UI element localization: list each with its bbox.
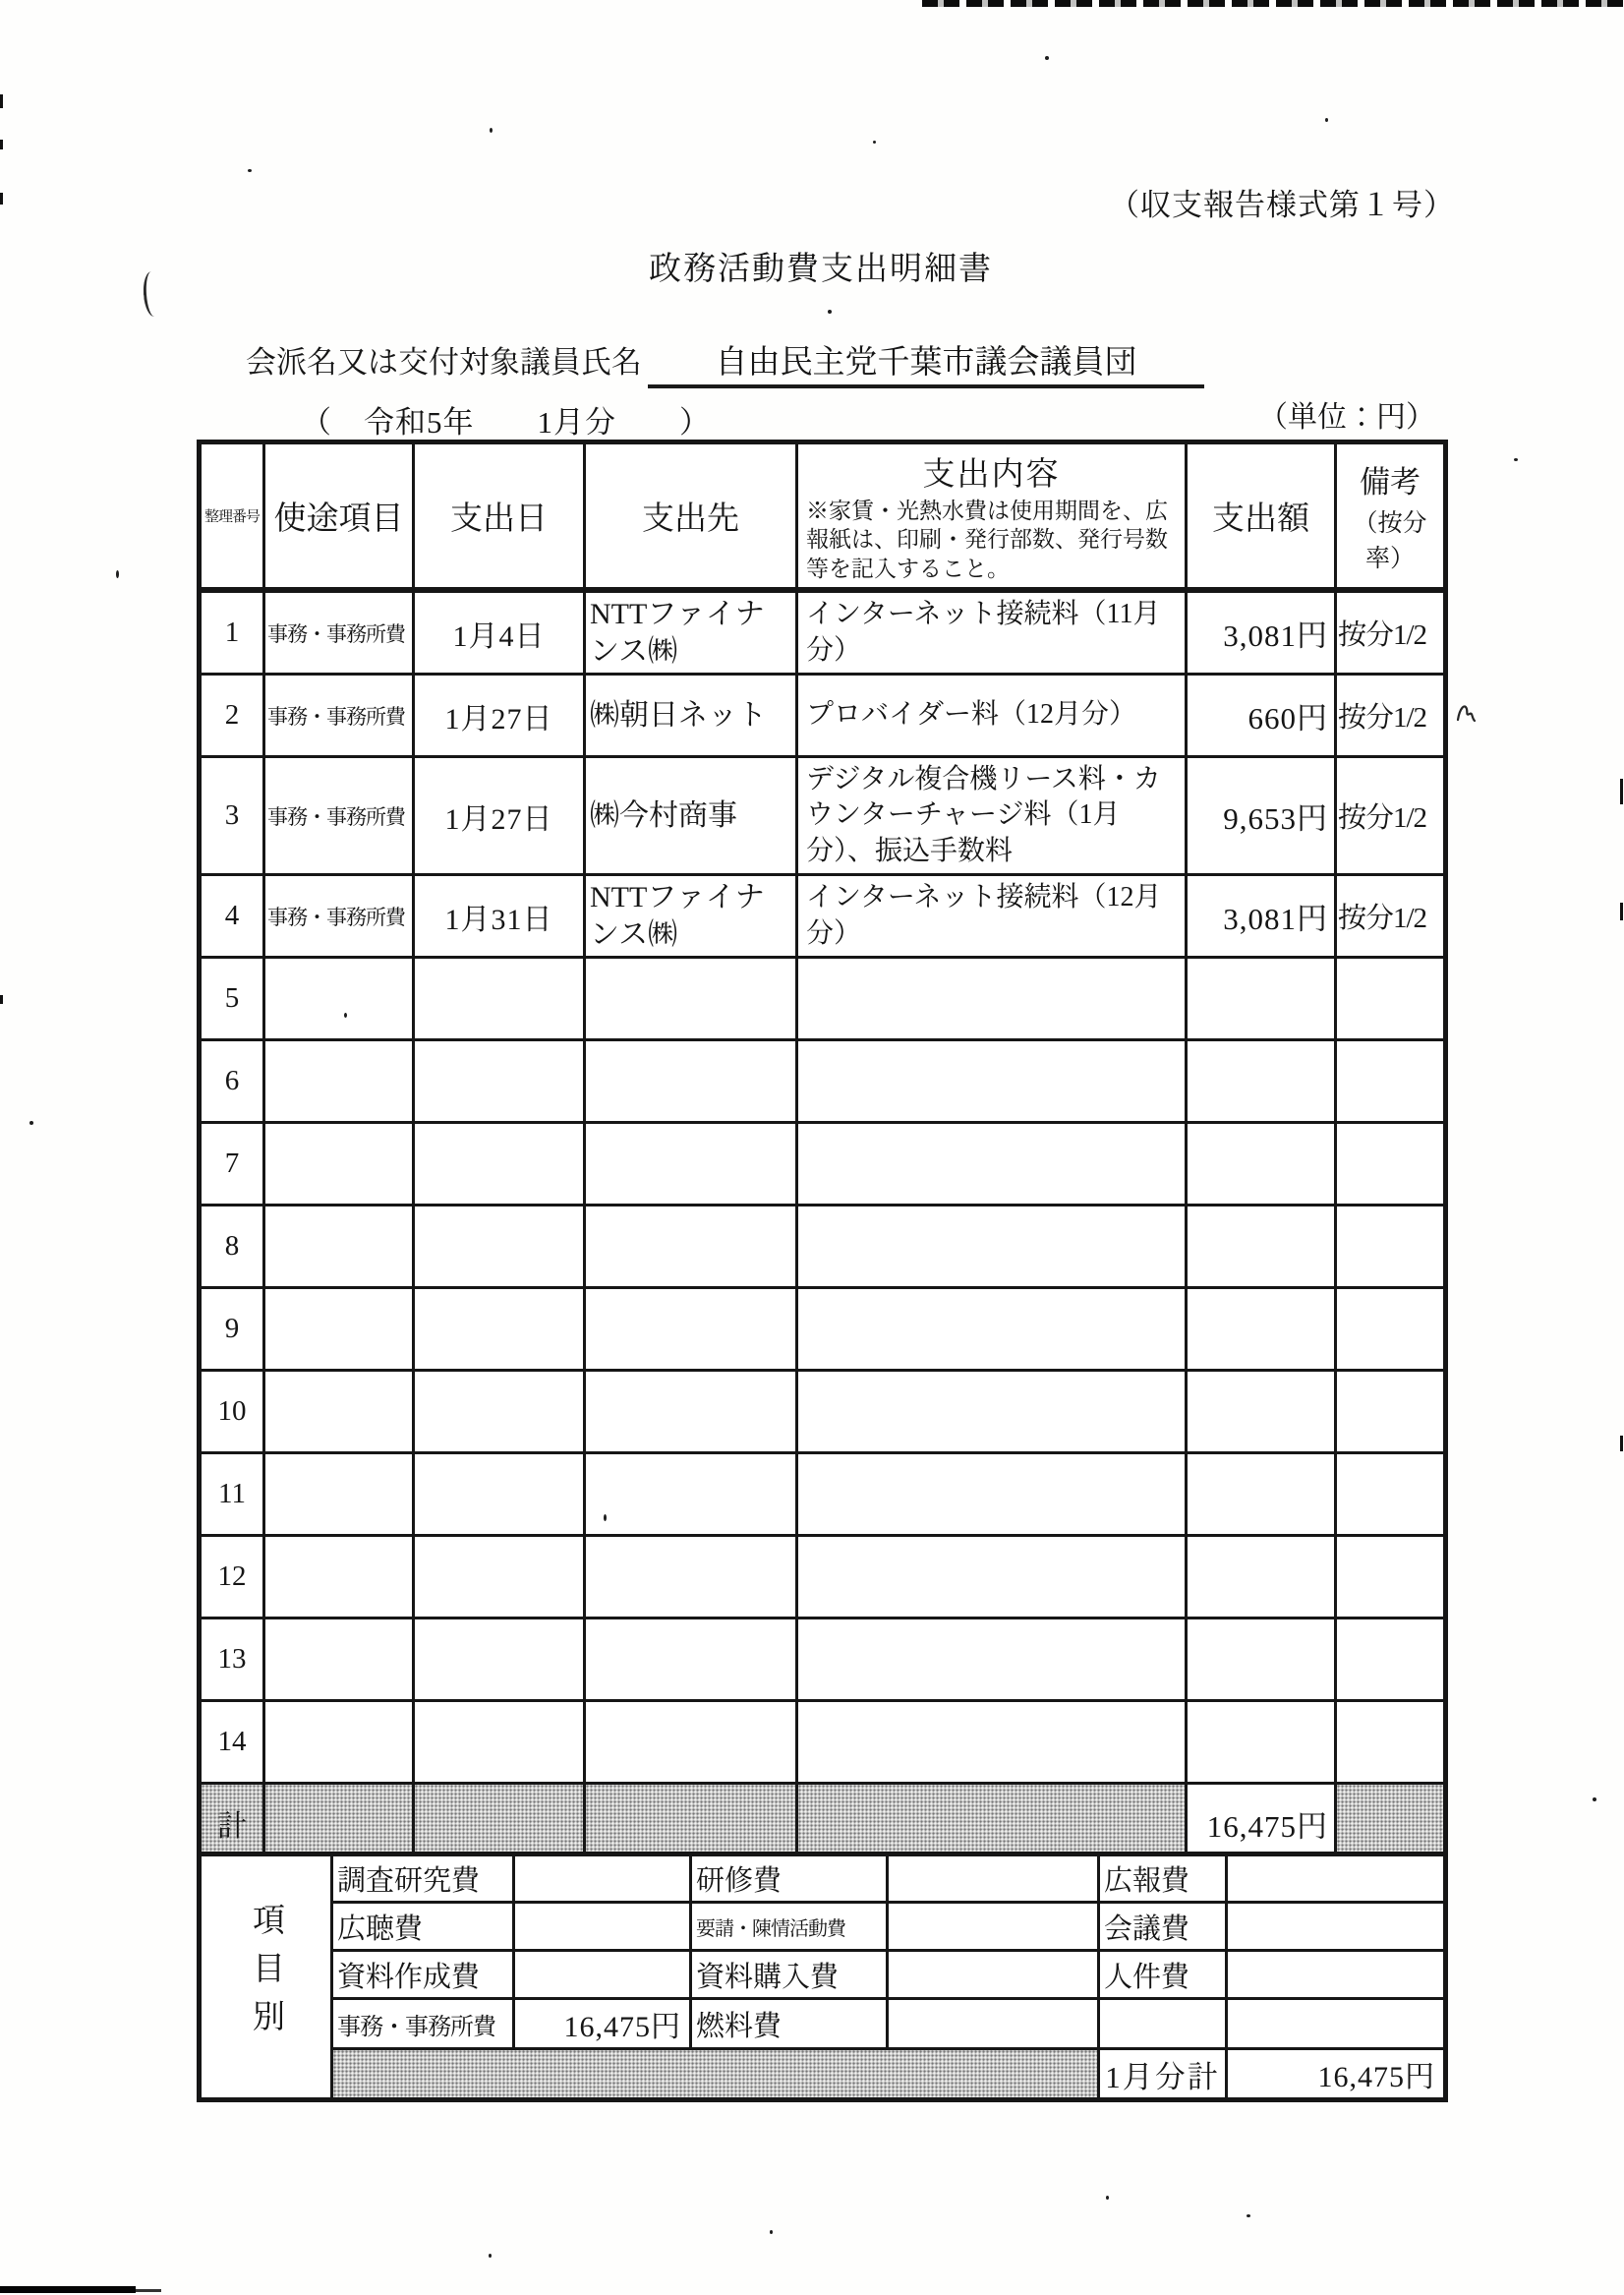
scan-artifact-left-edge bbox=[0, 94, 3, 108]
category-label: 広聴費 bbox=[332, 1903, 514, 1951]
table-row bbox=[200, 757, 1446, 875]
category-label: 人件費 bbox=[1099, 1951, 1227, 1999]
cell-date: 1月27日 bbox=[414, 757, 585, 875]
scan-artifact-left-edge bbox=[0, 140, 3, 149]
cell-detail bbox=[797, 958, 1187, 1040]
cell-date bbox=[414, 958, 585, 1040]
form-number: （収支報告様式第１号） bbox=[1109, 188, 1455, 222]
scan-speck bbox=[489, 2254, 492, 2258]
scan-speck bbox=[1593, 1797, 1596, 1801]
scan-artifact-right-edge bbox=[1620, 903, 1623, 920]
cell-payee bbox=[585, 1701, 797, 1784]
cell-remarks: 按分1/2 bbox=[1336, 875, 1446, 958]
table-row bbox=[200, 590, 1446, 674]
cell-entry-number: 9 bbox=[200, 1288, 264, 1371]
cell-amount: 3,081円 bbox=[1187, 875, 1336, 958]
category-value bbox=[514, 1854, 691, 1903]
cell-date bbox=[414, 1536, 585, 1618]
cell-date bbox=[414, 1206, 585, 1288]
pen-mark-squiggle bbox=[1455, 700, 1480, 726]
cell-remarks bbox=[1336, 1123, 1446, 1206]
category-value bbox=[1227, 1999, 1446, 2049]
pen-mark-paren bbox=[142, 270, 163, 317]
cell-payee bbox=[585, 1206, 797, 1288]
scan-speck bbox=[604, 1514, 607, 1521]
col-header-no: 整理番号 bbox=[200, 442, 264, 591]
cell-category bbox=[264, 1371, 414, 1453]
category-label: 資料作成費 bbox=[332, 1951, 514, 1999]
cell-category bbox=[264, 1288, 414, 1371]
cell-entry-number: 4 bbox=[200, 875, 264, 958]
category-total-shaded-cell bbox=[332, 2049, 1099, 2100]
remarks-header-line2: （按分率） bbox=[1353, 510, 1427, 573]
scan-speck bbox=[1247, 2214, 1250, 2217]
category-label: 資料購入費 bbox=[691, 1951, 888, 1999]
cell-amount: 9,653円 bbox=[1187, 757, 1336, 875]
remarks-header-line1: 備考 bbox=[1360, 465, 1421, 500]
col-header-payee: 支出先 bbox=[585, 442, 797, 591]
faction-label: 会派名又は交付対象議員氏名 bbox=[246, 345, 642, 380]
cell-category: 事務・事務所費 bbox=[264, 875, 414, 958]
monthly-total-label: 1月分計 bbox=[1099, 2049, 1227, 2100]
page-title: 政務活動費支出明細書 bbox=[649, 252, 993, 287]
cell-category bbox=[264, 1123, 414, 1206]
cell-amount bbox=[1187, 958, 1336, 1040]
cell-category bbox=[264, 958, 414, 1040]
category-label: 研修費 bbox=[691, 1854, 888, 1903]
cell-payee bbox=[585, 1040, 797, 1123]
scan-speck bbox=[1106, 2196, 1109, 2200]
cell-remarks bbox=[1336, 1701, 1446, 1784]
cell-amount bbox=[1187, 1040, 1336, 1123]
cell-date: 1月27日 bbox=[414, 675, 585, 757]
col-header-category: 使途項目 bbox=[264, 442, 414, 591]
cell-payee bbox=[585, 1123, 797, 1206]
col-header-date: 支出日 bbox=[414, 442, 585, 591]
table-row bbox=[200, 1040, 1446, 1123]
cell-remarks: 按分1/2 bbox=[1336, 590, 1446, 674]
cell-date: 1月4日 bbox=[414, 590, 585, 674]
cell-payee bbox=[585, 1288, 797, 1371]
table-row bbox=[200, 1618, 1446, 1701]
scan-artifact-top-edge bbox=[922, 0, 1624, 7]
cell-detail: インターネット接続料（11月分） bbox=[797, 590, 1187, 674]
scan-speck bbox=[116, 570, 119, 578]
cell-remarks bbox=[1336, 1206, 1446, 1288]
cell-entry-number: 13 bbox=[200, 1618, 264, 1701]
cell-entry-number: 7 bbox=[200, 1123, 264, 1206]
cell-entry-number: 6 bbox=[200, 1040, 264, 1123]
cell-date bbox=[414, 1371, 585, 1453]
cell-amount bbox=[1187, 1206, 1336, 1288]
unit-note: （単位：円） bbox=[1258, 401, 1435, 434]
table-row bbox=[200, 958, 1446, 1040]
scan-speck bbox=[248, 169, 252, 172]
category-value bbox=[888, 1951, 1099, 1999]
cell-detail bbox=[797, 1701, 1187, 1784]
category-label bbox=[1099, 1999, 1227, 2049]
table-row bbox=[200, 675, 1446, 757]
cell-entry-number: 11 bbox=[200, 1453, 264, 1536]
category-label: 会議費 bbox=[1099, 1903, 1227, 1951]
cell-amount bbox=[1187, 1618, 1336, 1701]
category-row bbox=[200, 1999, 1446, 2049]
cell-remarks: 按分1/2 bbox=[1336, 757, 1446, 875]
cell-payee: NTTファイナンス㈱ bbox=[585, 590, 797, 674]
cell-date bbox=[414, 1453, 585, 1536]
table-row bbox=[200, 1206, 1446, 1288]
faction-name: 自由民主党千葉市議会議員団 bbox=[648, 336, 1204, 388]
scan-artifact-bottom-bar-tail bbox=[136, 2289, 161, 2292]
total-amount: 16,475円 bbox=[1187, 1784, 1336, 1864]
category-value: 16,475円 bbox=[514, 1999, 691, 2049]
cell-entry-number: 3 bbox=[200, 757, 264, 875]
side-label-cell bbox=[200, 1854, 332, 2100]
cell-date bbox=[414, 1701, 585, 1784]
cell-remarks: 按分1/2 bbox=[1336, 675, 1446, 757]
cell-payee bbox=[585, 1371, 797, 1453]
side-label: 項目別 bbox=[248, 1902, 283, 2047]
expense-rows bbox=[200, 590, 1446, 1783]
cell-payee: ㈱朝日ネット bbox=[585, 675, 797, 757]
scan-speck bbox=[1045, 56, 1049, 60]
cell-detail bbox=[797, 1371, 1187, 1453]
cell-category bbox=[264, 1618, 414, 1701]
table-row bbox=[200, 875, 1446, 958]
cell-remarks bbox=[1336, 1618, 1446, 1701]
monthly-total-value: 16,475円 bbox=[1227, 2049, 1446, 2100]
cell-amount bbox=[1187, 1536, 1336, 1618]
cell-category bbox=[264, 1453, 414, 1536]
cell-amount bbox=[1187, 1371, 1336, 1453]
cell-date bbox=[414, 1040, 585, 1123]
cell-category bbox=[264, 1206, 414, 1288]
scan-artifact-left-edge bbox=[0, 193, 3, 205]
cell-entry-number: 14 bbox=[200, 1701, 264, 1784]
table-row bbox=[200, 1536, 1446, 1618]
cell-amount: 660円 bbox=[1187, 675, 1336, 757]
cell-detail bbox=[797, 1618, 1187, 1701]
cell-amount bbox=[1187, 1701, 1336, 1784]
cell-detail bbox=[797, 1288, 1187, 1371]
period-text: （ 令和5年 1月分 ） bbox=[301, 405, 711, 440]
cell-remarks bbox=[1336, 1288, 1446, 1371]
scan-speck bbox=[29, 1121, 33, 1125]
expense-header-row bbox=[200, 442, 1446, 591]
cell-category: 事務・事務所費 bbox=[264, 757, 414, 875]
category-value bbox=[888, 1854, 1099, 1903]
cell-detail: デジタル複合機リース料・カウンターチャージ料（1月分）、振込手数料 bbox=[797, 757, 1187, 875]
cell-detail bbox=[797, 1206, 1187, 1288]
cell-remarks bbox=[1336, 958, 1446, 1040]
category-row bbox=[200, 1854, 1446, 1903]
cell-date bbox=[414, 1288, 585, 1371]
cell-date bbox=[414, 1123, 585, 1206]
detail-header-title: 支出内容 bbox=[922, 457, 1061, 493]
total-label: 計 bbox=[200, 1784, 264, 1864]
cell-date: 1月31日 bbox=[414, 875, 585, 958]
cell-entry-number: 2 bbox=[200, 675, 264, 757]
table-row bbox=[200, 1453, 1446, 1536]
cell-category: 事務・事務所費 bbox=[264, 590, 414, 674]
scan-speck bbox=[490, 128, 493, 133]
category-value bbox=[1227, 1903, 1446, 1951]
table-row bbox=[200, 1371, 1446, 1453]
cell-detail: インターネット接続料（12月分） bbox=[797, 875, 1187, 958]
cell-category bbox=[264, 1701, 414, 1784]
cell-entry-number: 10 bbox=[200, 1371, 264, 1453]
cell-date bbox=[414, 1618, 585, 1701]
category-value bbox=[1227, 1951, 1446, 1999]
cell-payee bbox=[585, 1536, 797, 1618]
scan-speck bbox=[344, 1013, 347, 1018]
detail-header-note: ※家賃・光熱水費は使用期間を、広報紙は、印刷・発行部数、発行号数等を記入すること。 bbox=[806, 499, 1168, 581]
scan-speck bbox=[1514, 458, 1518, 461]
cell-category: 事務・事務所費 bbox=[264, 675, 414, 757]
cell-detail bbox=[797, 1123, 1187, 1206]
category-value bbox=[1227, 1854, 1446, 1903]
cell-detail bbox=[797, 1536, 1187, 1618]
cell-category bbox=[264, 1536, 414, 1618]
cell-payee bbox=[585, 1618, 797, 1701]
cell-remarks bbox=[1336, 1453, 1446, 1536]
category-row bbox=[200, 1951, 1446, 1999]
cell-amount bbox=[1187, 1453, 1336, 1536]
category-value bbox=[514, 1903, 691, 1951]
cell-entry-number: 5 bbox=[200, 958, 264, 1040]
scan-artifact-right-edge bbox=[1620, 1436, 1623, 1451]
category-summary-table bbox=[197, 1852, 1448, 2102]
category-label: 調査研究費 bbox=[332, 1854, 514, 1903]
category-label: 広報費 bbox=[1099, 1854, 1227, 1903]
cell-remarks bbox=[1336, 1371, 1446, 1453]
scan-artifact-bottom-bar bbox=[0, 2286, 136, 2293]
cell-payee: ㈱今村商事 bbox=[585, 757, 797, 875]
col-header-remarks bbox=[1336, 442, 1446, 591]
cell-detail bbox=[797, 1040, 1187, 1123]
cell-category bbox=[264, 1040, 414, 1123]
table-row bbox=[200, 1123, 1446, 1206]
category-label: 要請・陳情活動費 bbox=[691, 1903, 888, 1951]
scan-speck bbox=[828, 310, 832, 314]
category-total-row bbox=[200, 2049, 1446, 2100]
table-row bbox=[200, 1701, 1446, 1784]
category-row bbox=[200, 1903, 1446, 1951]
category-value bbox=[888, 1999, 1099, 2049]
col-header-detail bbox=[797, 442, 1187, 591]
cell-remarks bbox=[1336, 1536, 1446, 1618]
faction-row bbox=[246, 336, 1204, 388]
category-label: 燃料費 bbox=[691, 1999, 888, 2049]
category-value bbox=[888, 1903, 1099, 1951]
scan-speck bbox=[770, 2230, 773, 2234]
cell-entry-number: 12 bbox=[200, 1536, 264, 1618]
cell-payee bbox=[585, 1453, 797, 1536]
cell-entry-number: 1 bbox=[200, 590, 264, 674]
cell-payee: NTTファイナンス㈱ bbox=[585, 875, 797, 958]
cell-amount bbox=[1187, 1288, 1336, 1371]
cell-entry-number: 8 bbox=[200, 1206, 264, 1288]
scan-speck bbox=[1325, 118, 1328, 122]
cell-detail: プロバイダー料（12月分） bbox=[797, 675, 1187, 757]
cell-payee bbox=[585, 958, 797, 1040]
expense-table bbox=[197, 440, 1448, 1866]
col-header-amount: 支出額 bbox=[1187, 442, 1336, 591]
cell-amount bbox=[1187, 1123, 1336, 1206]
scan-artifact-left-edge bbox=[0, 995, 3, 1004]
scan-speck bbox=[873, 141, 876, 144]
cell-amount: 3,081円 bbox=[1187, 590, 1336, 674]
category-value bbox=[514, 1951, 691, 1999]
cell-remarks bbox=[1336, 1040, 1446, 1123]
scan-artifact-right-edge bbox=[1620, 779, 1623, 804]
category-label: 事務・事務所費 bbox=[332, 1999, 514, 2049]
cell-detail bbox=[797, 1453, 1187, 1536]
table-row bbox=[200, 1288, 1446, 1371]
